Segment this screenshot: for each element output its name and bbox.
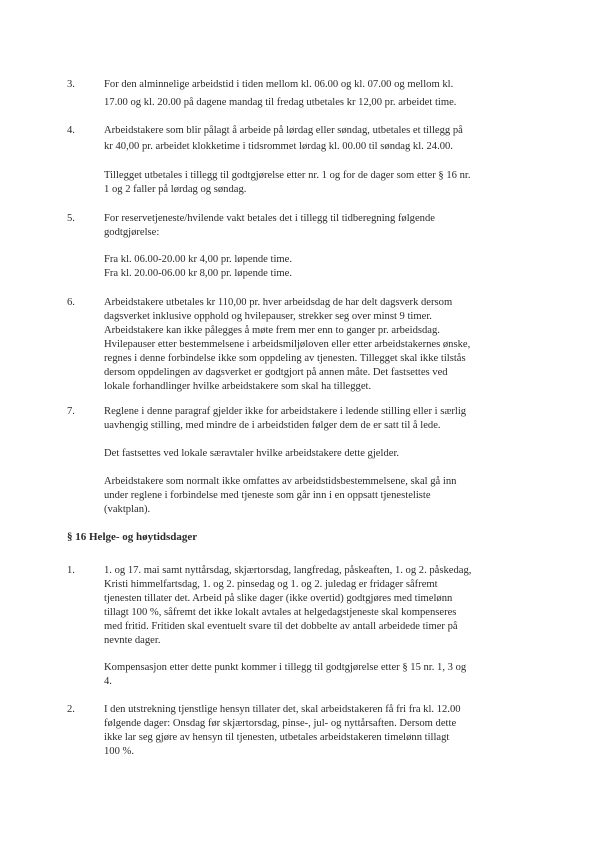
item-5-number: 5. <box>67 213 75 224</box>
s16-item-1-line-5: med fritid. Fritiden skal eventuelt svare til det dobbelte av antall arbeidede timer på <box>104 621 458 632</box>
item-7-line-1: Reglene i denne paragraf gjelder ikke for arbeidstakere i ledende stilling eller i særlig <box>104 406 467 417</box>
s16-item-1-line-1: 1. og 17. mai samt nyttårsdag, skjærtorsdag, langfredag, påskeaften, 1. og 2. påskedag, <box>104 565 472 576</box>
item-6-line-5: regnes i denne forbindelse ikke som oppdeling av tjenesten. Tillegget skal ikke tilstås <box>104 353 466 364</box>
item-3-line-1: For den alminnelige arbeidstid i tiden mellom kl. 06.00 og kl. 07.00 og mellom kl. <box>104 79 454 90</box>
s16-item-2-line-1: I den utstrekning tjenstlige hensyn tillater det, skal arbeidstakeren få fri fra kl. 12.00 <box>104 704 461 715</box>
item-5-rate-1: Fra kl. 06.00-20.00 kr 4,00 pr. løpende time. <box>104 254 293 265</box>
item-6-line-4: Hvilepauser etter bestemmelsene i arbeidsmiljøloven eller etter arbeidstakernes ønske, <box>104 339 471 350</box>
item-3-line-2: 17.00 og kl. 20.00 på dagene mandag til fredag utbetales kr 12,00 pr. arbeidet time. <box>104 97 457 108</box>
item-7-para3-line-1: Arbeidstakere som normalt ikke omfattes av arbeidstidsbestemmelsene, skal gå inn <box>104 476 457 487</box>
item-4-number: 4. <box>67 125 75 136</box>
item-3-number: 3. <box>67 79 75 90</box>
item-5-line-2: godtgjørelse: <box>104 227 160 238</box>
item-5-line-1: For reservetjeneste/hvilende vakt betales det i tillegg til tidberegning følgende <box>104 213 435 224</box>
s16-item-1-line-2: Kristi himmelfartsdag, 1. og 2. pinsedag og 1. og 2. juledag er fridager såfremt <box>104 579 438 590</box>
item-7-para3-line-2: under reglene i forbindelse med tjeneste som går inn i en oppsatt tjenesteliste <box>104 490 431 501</box>
item-4-line-1: Arbeidstakere som blir pålagt å arbeide på lørdag eller søndag, utbetales et tillegg på <box>104 125 463 136</box>
item-6-number: 6. <box>67 297 75 308</box>
s16-item-1-number: 1. <box>67 565 75 576</box>
item-4-para2-line-2: 1 og 2 faller på lørdag og søndag. <box>104 184 247 195</box>
s16-item-2-line-3: ikke lar seg gjøre av hensyn til tjenesten, utbetales arbeidstakeren timelønn tillagt <box>104 732 450 743</box>
item-4-line-2: kr 40,00 pr. arbeidet klokketime i tidsrommet lørdag kl. 00.00 til søndag kl. 24.00. <box>104 141 453 152</box>
item-6-line-6: dersom oppdelingen av dagsverket er godtgjort på annen måte. Det fastsettes ved <box>104 367 448 378</box>
s16-item-1-line-6: nevnte dager. <box>104 635 161 646</box>
item-6-line-2: dagsverket inklusive opphold og hvilepauser, strekker seg over minst 9 timer. <box>104 311 432 322</box>
item-6-line-1: Arbeidstakere utbetales kr 110,00 pr. hver arbeidsdag de har delt dagsverk dersom <box>104 297 453 308</box>
item-5-rate-2: Fra kl. 20.00-06.00 kr 8,00 pr. løpende time. <box>104 268 293 279</box>
s16-item-2-line-2: følgende dager: Onsdag før skjærtorsdag, pinse-, jul- og nyttårsaften. Dersom dette <box>104 718 457 729</box>
item-6-line-7: lokale forhandlinger hvilke arbeidstakere som skal ha tillegget. <box>104 381 372 392</box>
s16-item-2-number: 2. <box>67 704 75 715</box>
section-16-heading: § 16 Helge- og høytidsdager <box>67 531 198 543</box>
s16-item-2-line-4: 100 %. <box>104 746 135 757</box>
s16-item-1-line-3: tjenesten tillater det. Arbeid på slike dager (ikke overtid) godtgjøres med timelønn <box>104 593 453 604</box>
item-7-line-2: uavhengig stilling, med mindre de i arbeidstiden følger dem de er satt til å lede. <box>104 420 441 431</box>
s16-item-1-para2-line-2: 4. <box>104 676 112 687</box>
item-7-number: 7. <box>67 406 75 417</box>
item-6-line-3: Arbeidstakere kan ikke pålegges å møte frem mer enn to ganger pr. arbeidsdag. <box>104 325 440 336</box>
item-7-para3-line-3: (vaktplan). <box>104 504 151 515</box>
s16-item-1-para2-line-1: Kompensasjon etter dette punkt kommer i tillegg til godtgjørelse etter § 15 nr. 1, 3 og <box>104 662 467 673</box>
item-7-para2-line-1: Det fastsettes ved lokale særavtaler hvilke arbeidstakere dette gjelder. <box>104 448 400 459</box>
item-4-para2-line-1: Tillegget utbetales i tillegg til godtgjørelse etter nr. 1 og for de dager som etter § 16 nr. <box>104 170 471 181</box>
s16-item-1-line-4: tillagt 100 %, såfremt det ikke lokalt avtales at helgedagstjeneste skal kompenseres <box>104 607 457 618</box>
